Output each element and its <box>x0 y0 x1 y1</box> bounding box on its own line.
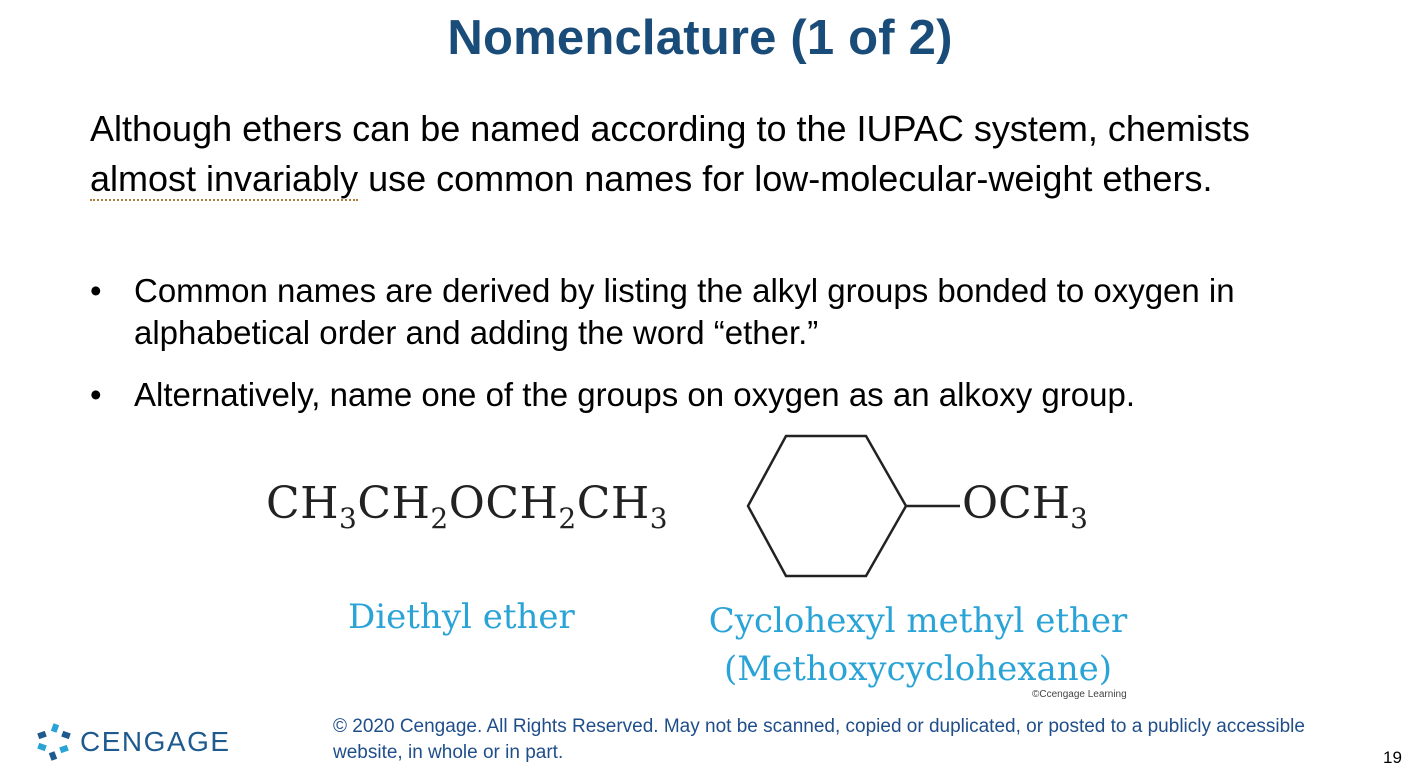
diethyl-ether-name: Diethyl ether <box>348 597 575 637</box>
formula-part: CH <box>357 478 431 529</box>
intro-text-end: use common names for low-molecular-weight ethers. <box>358 158 1213 199</box>
bullet-item <box>90 374 1350 416</box>
cyclohexane-ring-structure <box>745 432 967 580</box>
slide-title: Nomenclature (1 of 2) <box>447 11 953 65</box>
cyclohexane-ring <box>748 436 906 576</box>
image-credit: ©Ccengage Learning <box>1032 689 1127 700</box>
cengage-logo-text: CENGAGE <box>80 726 231 757</box>
intro-text-start: Although ethers can be named according to the IUPAC system, chemists <box>90 108 1250 149</box>
formula-subscript: 2 <box>430 502 449 535</box>
bullet-item <box>90 270 1350 354</box>
intro-paragraph <box>90 104 1350 204</box>
formula-subscript: 3 <box>339 502 358 535</box>
copyright-notice: © 2020 Cengage. All Rights Reserved. May not be scanned, copied or duplicated, or posted to a publicly accessible website, in whole or in part. <box>333 716 1305 763</box>
bullet-list <box>90 270 1350 436</box>
cengage-logo <box>34 722 231 762</box>
formula-part: CH <box>266 478 340 529</box>
formula-subscript: 3 <box>1070 502 1088 535</box>
intro-underlined-phrase: almost invariably <box>90 158 359 199</box>
formula-part: CH <box>576 478 650 529</box>
formula-part: OCH <box>448 478 559 529</box>
compound-name-line: (Methoxycyclohexane) <box>724 649 1112 689</box>
compound-name-line: Cyclohexyl methyl ether <box>708 601 1128 641</box>
bullet-mark: • <box>90 376 102 413</box>
diethyl-ether-formula <box>266 478 668 535</box>
cyclohexyl-methyl-ether-name <box>700 597 1136 693</box>
formula-subscript: 3 <box>649 502 669 535</box>
bullet-mark: • <box>90 272 102 309</box>
formula-subscript: 2 <box>558 502 577 535</box>
formula-part: OCH <box>962 478 1071 529</box>
cengage-logo-icon <box>34 722 74 762</box>
page-number: 19 <box>1383 748 1402 767</box>
methoxy-group-formula <box>962 478 1088 535</box>
bullet-text: Alternatively, name one of the groups on oxygen as an alkoxy group. <box>134 376 1136 413</box>
bullet-text: Common names are derived by listing the alkyl groups bonded to oxygen in alphabetical order and adding the word “ether.” <box>134 272 1235 351</box>
